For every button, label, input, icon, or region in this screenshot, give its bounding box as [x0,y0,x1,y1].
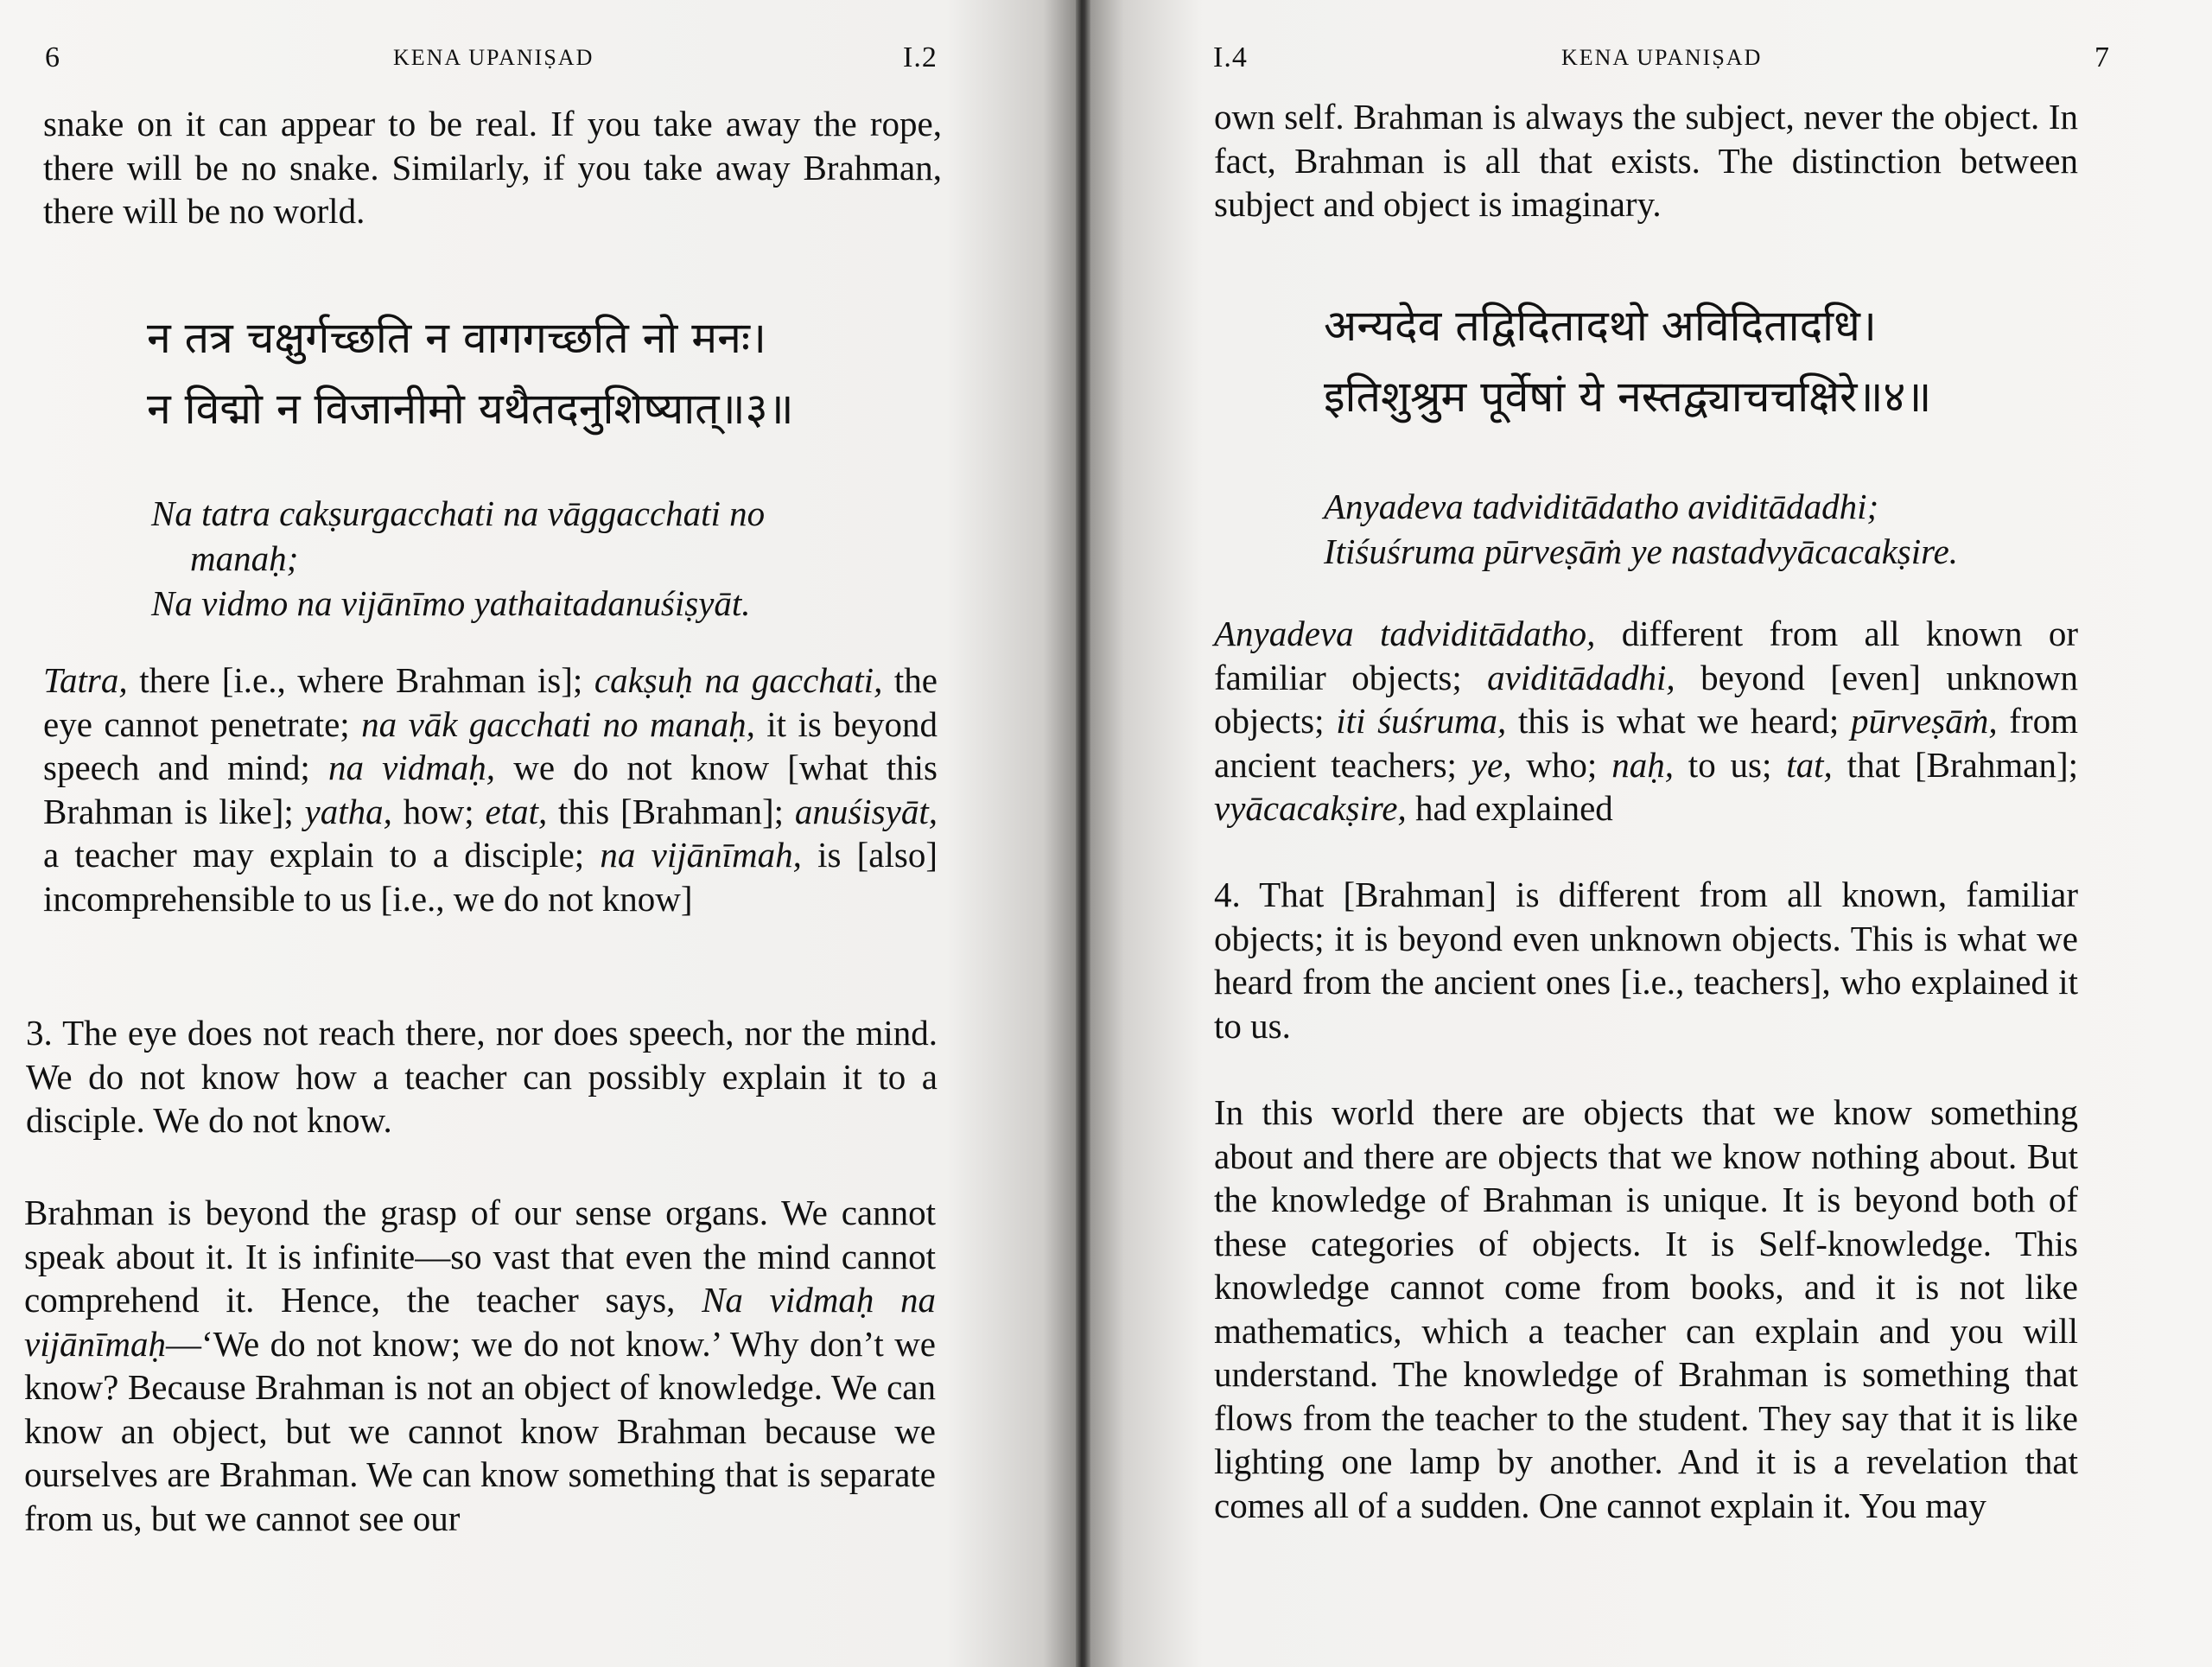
gloss-term: anuśisyāt, [794,791,938,831]
gloss-meaning: this is what we heard; [1506,701,1851,741]
gloss-meaning: a teacher may explain to a disciple; [43,835,601,875]
sanskrit-line: न तत्र चक्षुर्गच्छति न वागगच्छति नो मनः। [147,313,766,363]
running-title: KENA UPANIṢAD [393,45,594,70]
right-page [1090,0,2212,1667]
transliteration [1324,484,1958,574]
gloss-term: pūrveṣāṁ, [1850,701,1998,741]
gloss-meaning: had explained [1406,788,1613,828]
verse-translation: 4. That [Brahman] is different from all known, familiar objects; it is beyond even unknown objects. This is what we heard from the ancient ones [i.e., teachers], who explained it to us. [1214,875,2078,1046]
gloss-term: iti śuśruma, [1336,701,1507,741]
gloss-meaning: that [Brahman]; [1832,744,2079,785]
running-title: KENA UPANIṢAD [1561,45,1763,70]
gloss-term: yatha, [304,791,392,831]
gloss-meaning: we do not know [what this Brahman is like]; [43,748,938,831]
gloss-meaning: different from all known or familiar objects; [1214,614,2079,697]
section-number: I.4 [1213,41,1248,73]
sanskrit-line: इतिशुश्रुम पूर्वेषां ये नस्तद्व्याचचक्षिरे॥४॥ [1324,372,1932,422]
gloss-term: aviditādadhi, [1487,657,1675,697]
gloss-meaning: who; [1511,744,1612,785]
gloss-term: Anyadeva tadviditādatho, [1214,614,1596,653]
transliteration-line: manaḥ; [190,538,299,578]
gloss-meaning: it is beyond speech and mind; [43,703,938,787]
sanskrit-line: न विद्मो न विजानीमो यथैतदनुशिष्यात्॥३॥ [147,384,794,434]
gloss-term: na vāk gacchati no manaḥ, [361,703,755,744]
gloss-term: na vidmaḥ, [327,748,496,787]
page-number: 6 [45,41,60,73]
gloss-term: Tatra, [43,660,128,700]
gloss-term: etat, [485,791,548,831]
transliteration-line: Anyadeva tadviditādatho aviditādadhi; [1324,487,1879,526]
left-page [0,0,1076,1667]
transliteration-line: Itiśuśruma pūrveṣāṁ ye nastadvyācacakṣire. [1324,531,1959,571]
transliteration-line: Na vidmo na vijānīmo yathaitadanuśiṣyāt. [151,583,751,623]
gloss-meaning: is [also] incomprehensible to us [i.e., we do not know] [43,835,938,919]
commentary: Brahman is beyond the grasp of our sense organs. We cannot speak about it. It is infinite—so vast that even the mind cannot comprehend it. Hence, the teacher says, Na vidmaḥ na vijānīmaḥ—‘We do not know; we do not know.’ Why don’t we know? Because Brahman is not an object of knowledge. We can know an object, but we cannot know Brahman because we ourselves are Brahman. We can know something that is separate from us, but we cannot see our [24,1193,937,1538]
transliteration-line: Na tatra cakṣurgacchati na vāggacchati no [151,493,766,533]
sanskrit-line: अन्यदेव तद्विदितादथो अविदितादधि। [1324,301,1877,351]
gloss-meaning: the eye cannot penetrate; [43,660,938,744]
gloss-meaning: beyond [even] unknown objects; [1214,657,2078,741]
gloss-term: naḥ, [1611,744,1674,785]
transliteration [151,491,765,626]
book-gutter [1076,0,1090,1667]
gloss-meaning: there [i.e., where Brahman is]; [127,660,594,700]
gloss-meaning: from ancient teachers; [1214,701,2079,785]
section-number: I.2 [903,41,938,73]
gloss-term: na vijānīmah, [600,835,802,875]
gloss-term: tat, [1786,744,1833,785]
opening-paragraph: own self. Brahman is always the subject, never the object. In fact, Brahman is all that exists. The distinction between subject and object is imaginary. [1214,97,2078,224]
page-number: 7 [2094,41,2110,73]
commentary-quote: Na vidmaḥ na vijānīmaḥ [24,1280,937,1364]
word-gloss [43,659,938,920]
verse-translation: 3. The eye does not reach there, nor does speech, nor the mind. We do not know how a teacher can possibly explain it to a disciple. We do not know. [26,1013,938,1140]
gloss-term: cakṣuḥ na gacchati, [594,660,883,700]
gloss-meaning: this [Brahman]; [547,791,795,831]
gloss-meaning: how; [391,791,486,831]
sanskrit-verse [147,302,794,444]
gloss-term: vyācacakṣire, [1214,788,1407,828]
opening-paragraph: snake on it can appear to be real. If you take away the rope, there will be no snake. Similarly, if you take away Brahman, there will be no world. [43,104,942,231]
word-gloss [1214,612,2078,830]
gloss-term: ye, [1471,744,1512,785]
commentary: In this world there are objects that we know something about and there are objects that we know nothing about. But the knowledge of Brahman is unique. It is beyond both of these categories of objects. It is Self-knowledge. This knowledge cannot come from books, and it is not like mathematics, which a teacher can explain and you will understand. The knowledge of Brahman is something that flows from the teacher to the student. They say that it is like lighting one lamp by another. And it is a revelation that comes all of a sudden. One cannot explain it. You may [1214,1092,2078,1525]
sanskrit-verse [1324,290,1931,432]
gloss-meaning: to us; [1673,744,1787,785]
